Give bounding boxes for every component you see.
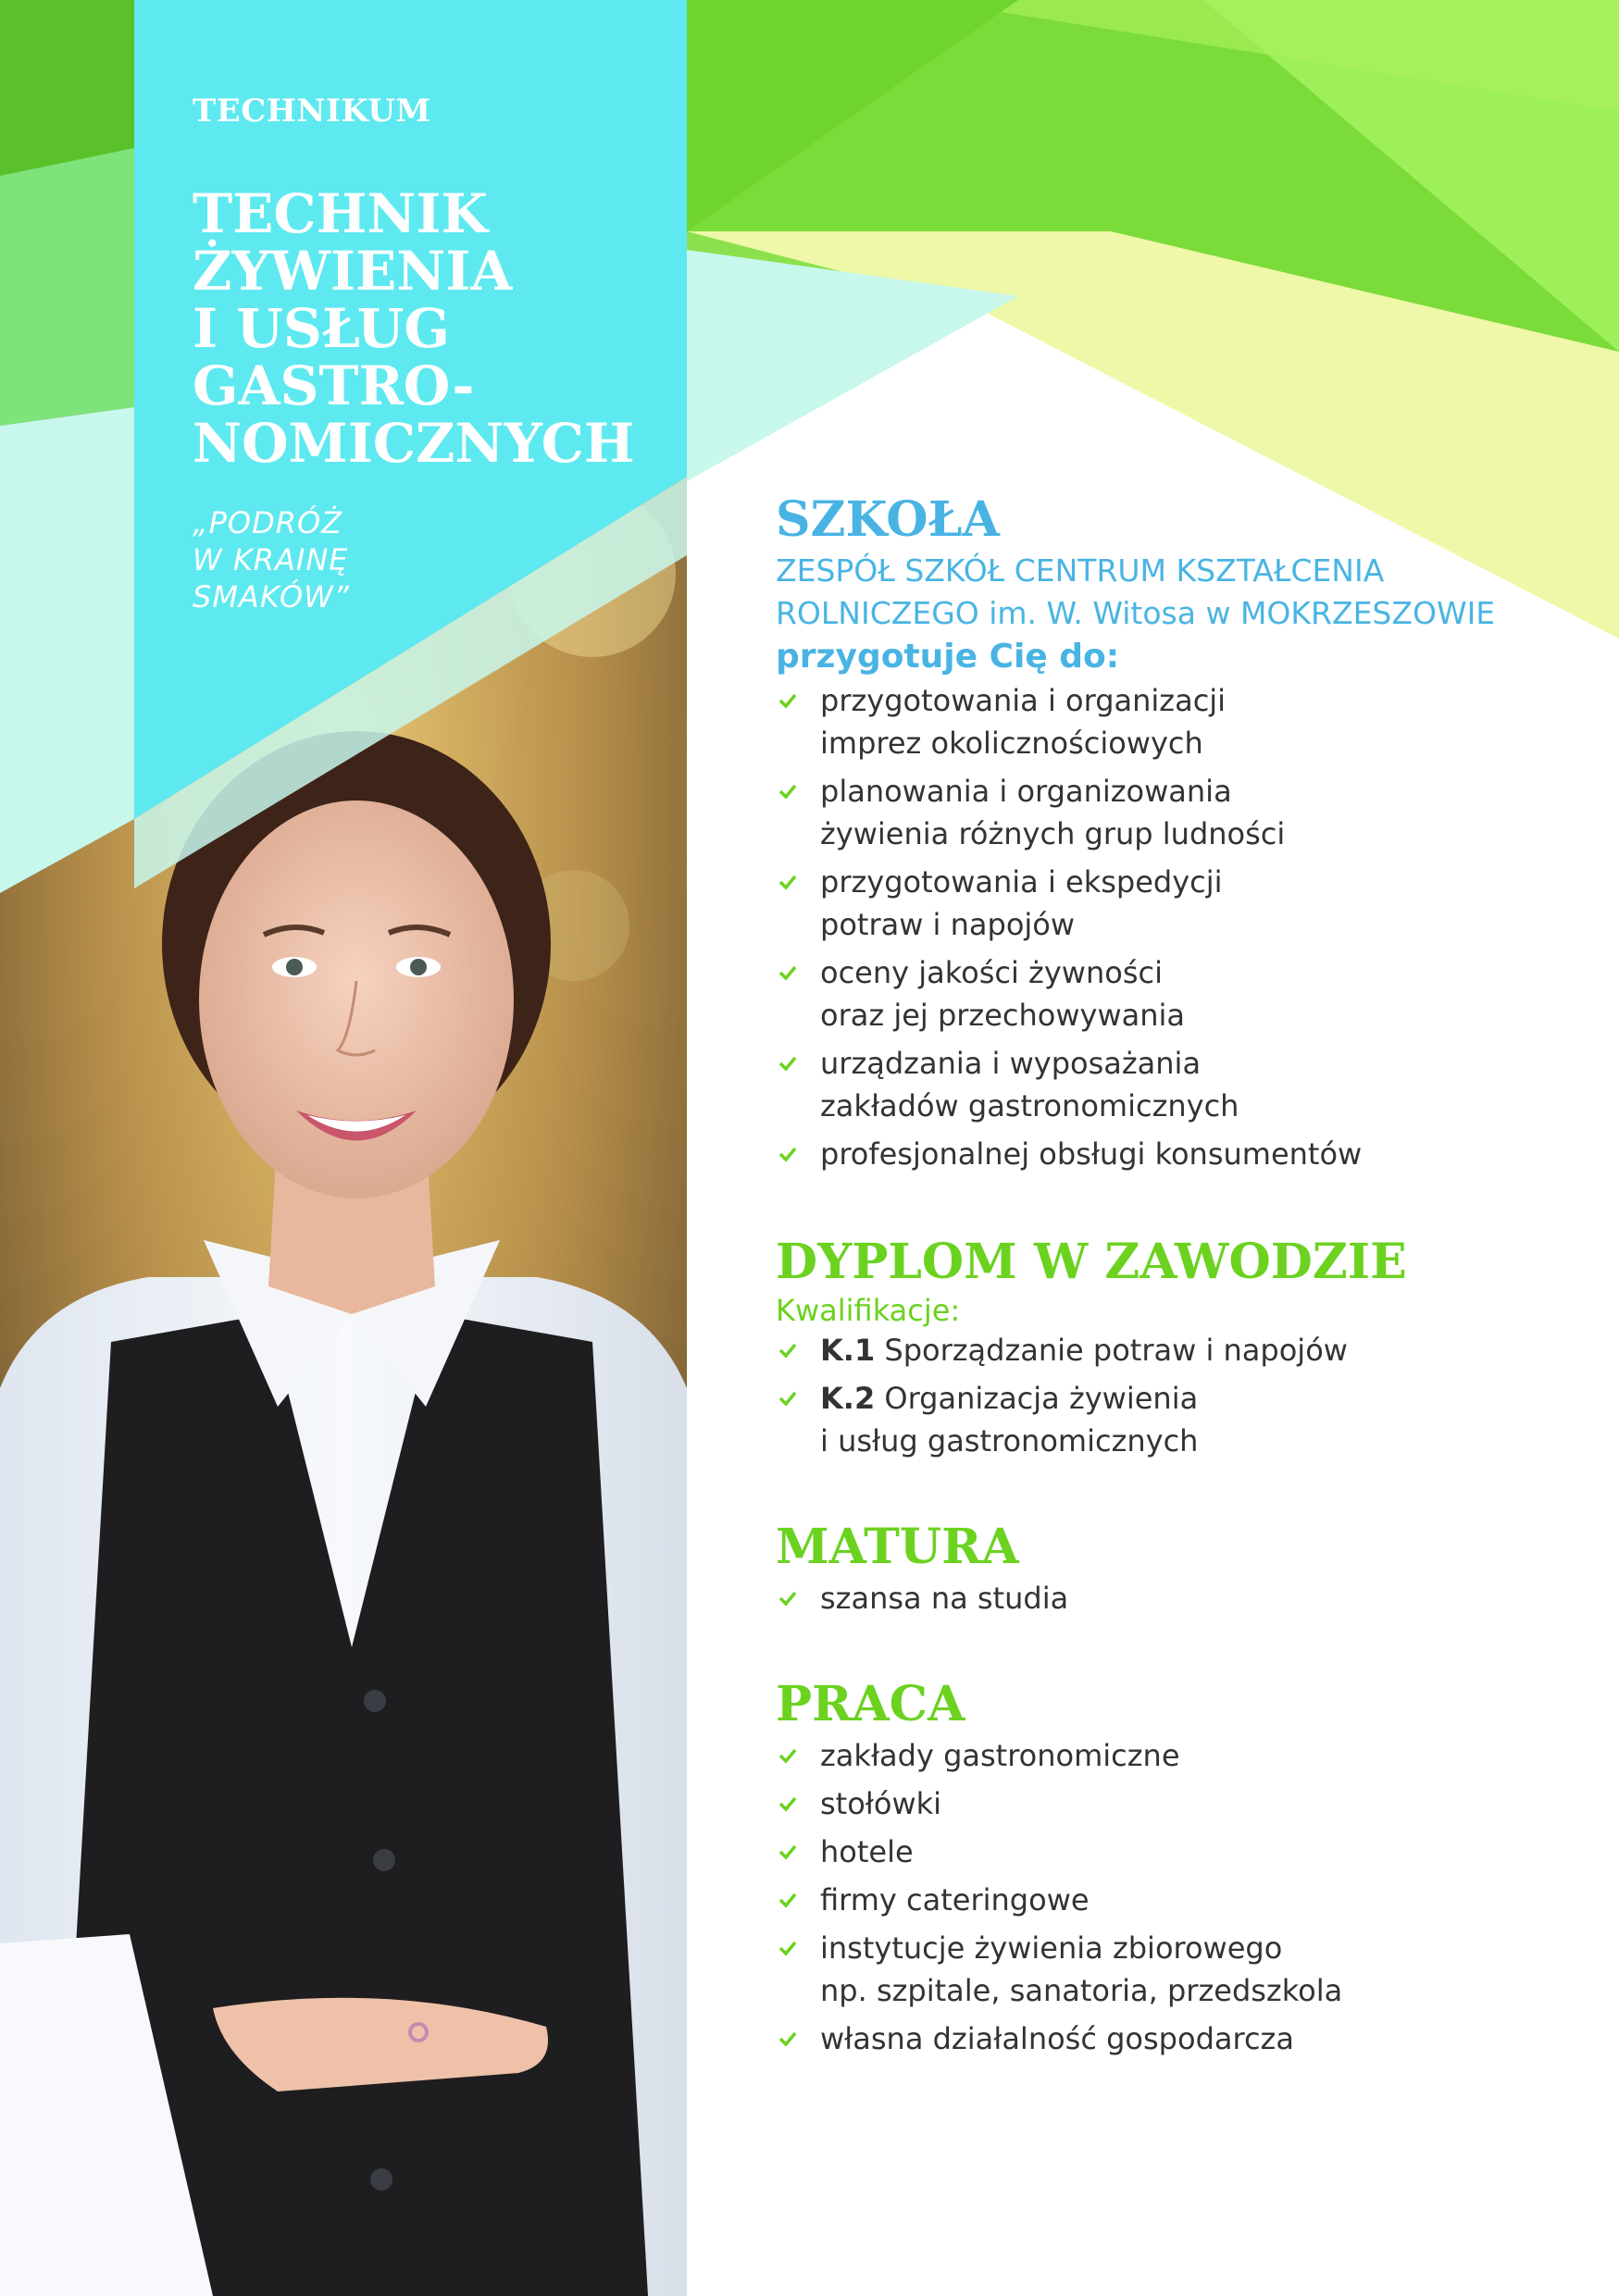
check-icon: [778, 872, 798, 892]
check-icon: [778, 781, 798, 801]
check-icon: [778, 1388, 798, 1409]
list-item: firmy cateringowe: [776, 1879, 1590, 1921]
check-icon: [778, 1053, 798, 1074]
list-item: K.2 Organizacja żywienia i usług gastronomicznych: [776, 1377, 1590, 1462]
check-icon: [778, 1745, 798, 1766]
school-section: [776, 490, 1590, 1175]
check-icon: [778, 1890, 798, 1910]
page-title: TECHNIK ŻYWIENIA I USŁUG GASTRO- NOMICZNYCH: [193, 182, 635, 475]
list-item: stołówki: [776, 1782, 1590, 1825]
section-title-school: SZKOŁA: [776, 491, 1000, 548]
motto: „PODRÓŻ W KRAINĘ SMAKÓW”: [193, 505, 350, 614]
check-icon: [778, 1793, 798, 1814]
list-item: urządzania i wyposażania zakładów gastronomicznych: [776, 1042, 1590, 1127]
section-title-matura: MATURA: [776, 1519, 1019, 1575]
list-item: planowania i organizowania żywienia różnych grup ludności: [776, 770, 1590, 855]
section-title-diploma: DYPLOM W ZAWODZIE: [776, 1234, 1407, 1290]
main-content: [776, 490, 1590, 2066]
school-name: ZESPÓŁ SZKÓŁ CENTRUM KSZTAŁCENIA ROLNICZEGO im. W. Witosa w MOKRZESZOWIE: [776, 552, 1496, 631]
category-label: TECHNIKUM: [193, 93, 431, 130]
list-item: zakłady gastronomiczne: [776, 1734, 1590, 1777]
check-icon: [778, 1340, 798, 1360]
check-icon: [778, 962, 798, 983]
list-item: oceny jakości żywności oraz jej przechowywania: [776, 951, 1590, 1036]
matura-section: [776, 1518, 1590, 1620]
list-item: szansa na studia: [776, 1577, 1590, 1620]
list-item: przygotowania i organizacji imprez okolicznościowych: [776, 679, 1590, 764]
check-icon: [778, 1144, 798, 1164]
diploma-section: [776, 1233, 1590, 1462]
list-item: K.1 Sporządzanie potraw i napojów: [776, 1329, 1590, 1371]
check-icon: [778, 2029, 798, 2049]
work-list: [776, 1734, 1590, 2060]
list-item: przygotowania i ekspedycji potraw i napojów: [776, 861, 1590, 946]
section-title-work: PRACA: [776, 1676, 965, 1732]
matura-list: [776, 1577, 1590, 1620]
list-item: instytucje żywienia zbiorowego np. szpitale, sanatoria, przedszkola: [776, 1927, 1590, 2012]
check-icon: [778, 1842, 798, 1862]
prepares-label: przygotuje Cię do:: [776, 638, 1120, 676]
list-item: profesjonalnej obsługi konsumentów: [776, 1133, 1590, 1175]
work-section: [776, 1675, 1590, 2060]
check-icon: [778, 690, 798, 711]
list-item: hotele: [776, 1831, 1590, 1873]
qualification-code: K.1: [820, 1333, 876, 1368]
school-skills-list: [776, 679, 1590, 1175]
qualification-code: K.2: [820, 1381, 876, 1416]
check-icon: [778, 1588, 798, 1608]
check-icon: [778, 1938, 798, 1958]
qualifications-list: [776, 1329, 1590, 1462]
qualifications-label: Kwalifikacje:: [776, 1293, 961, 1328]
list-item: własna działalność gospodarcza: [776, 2017, 1590, 2060]
